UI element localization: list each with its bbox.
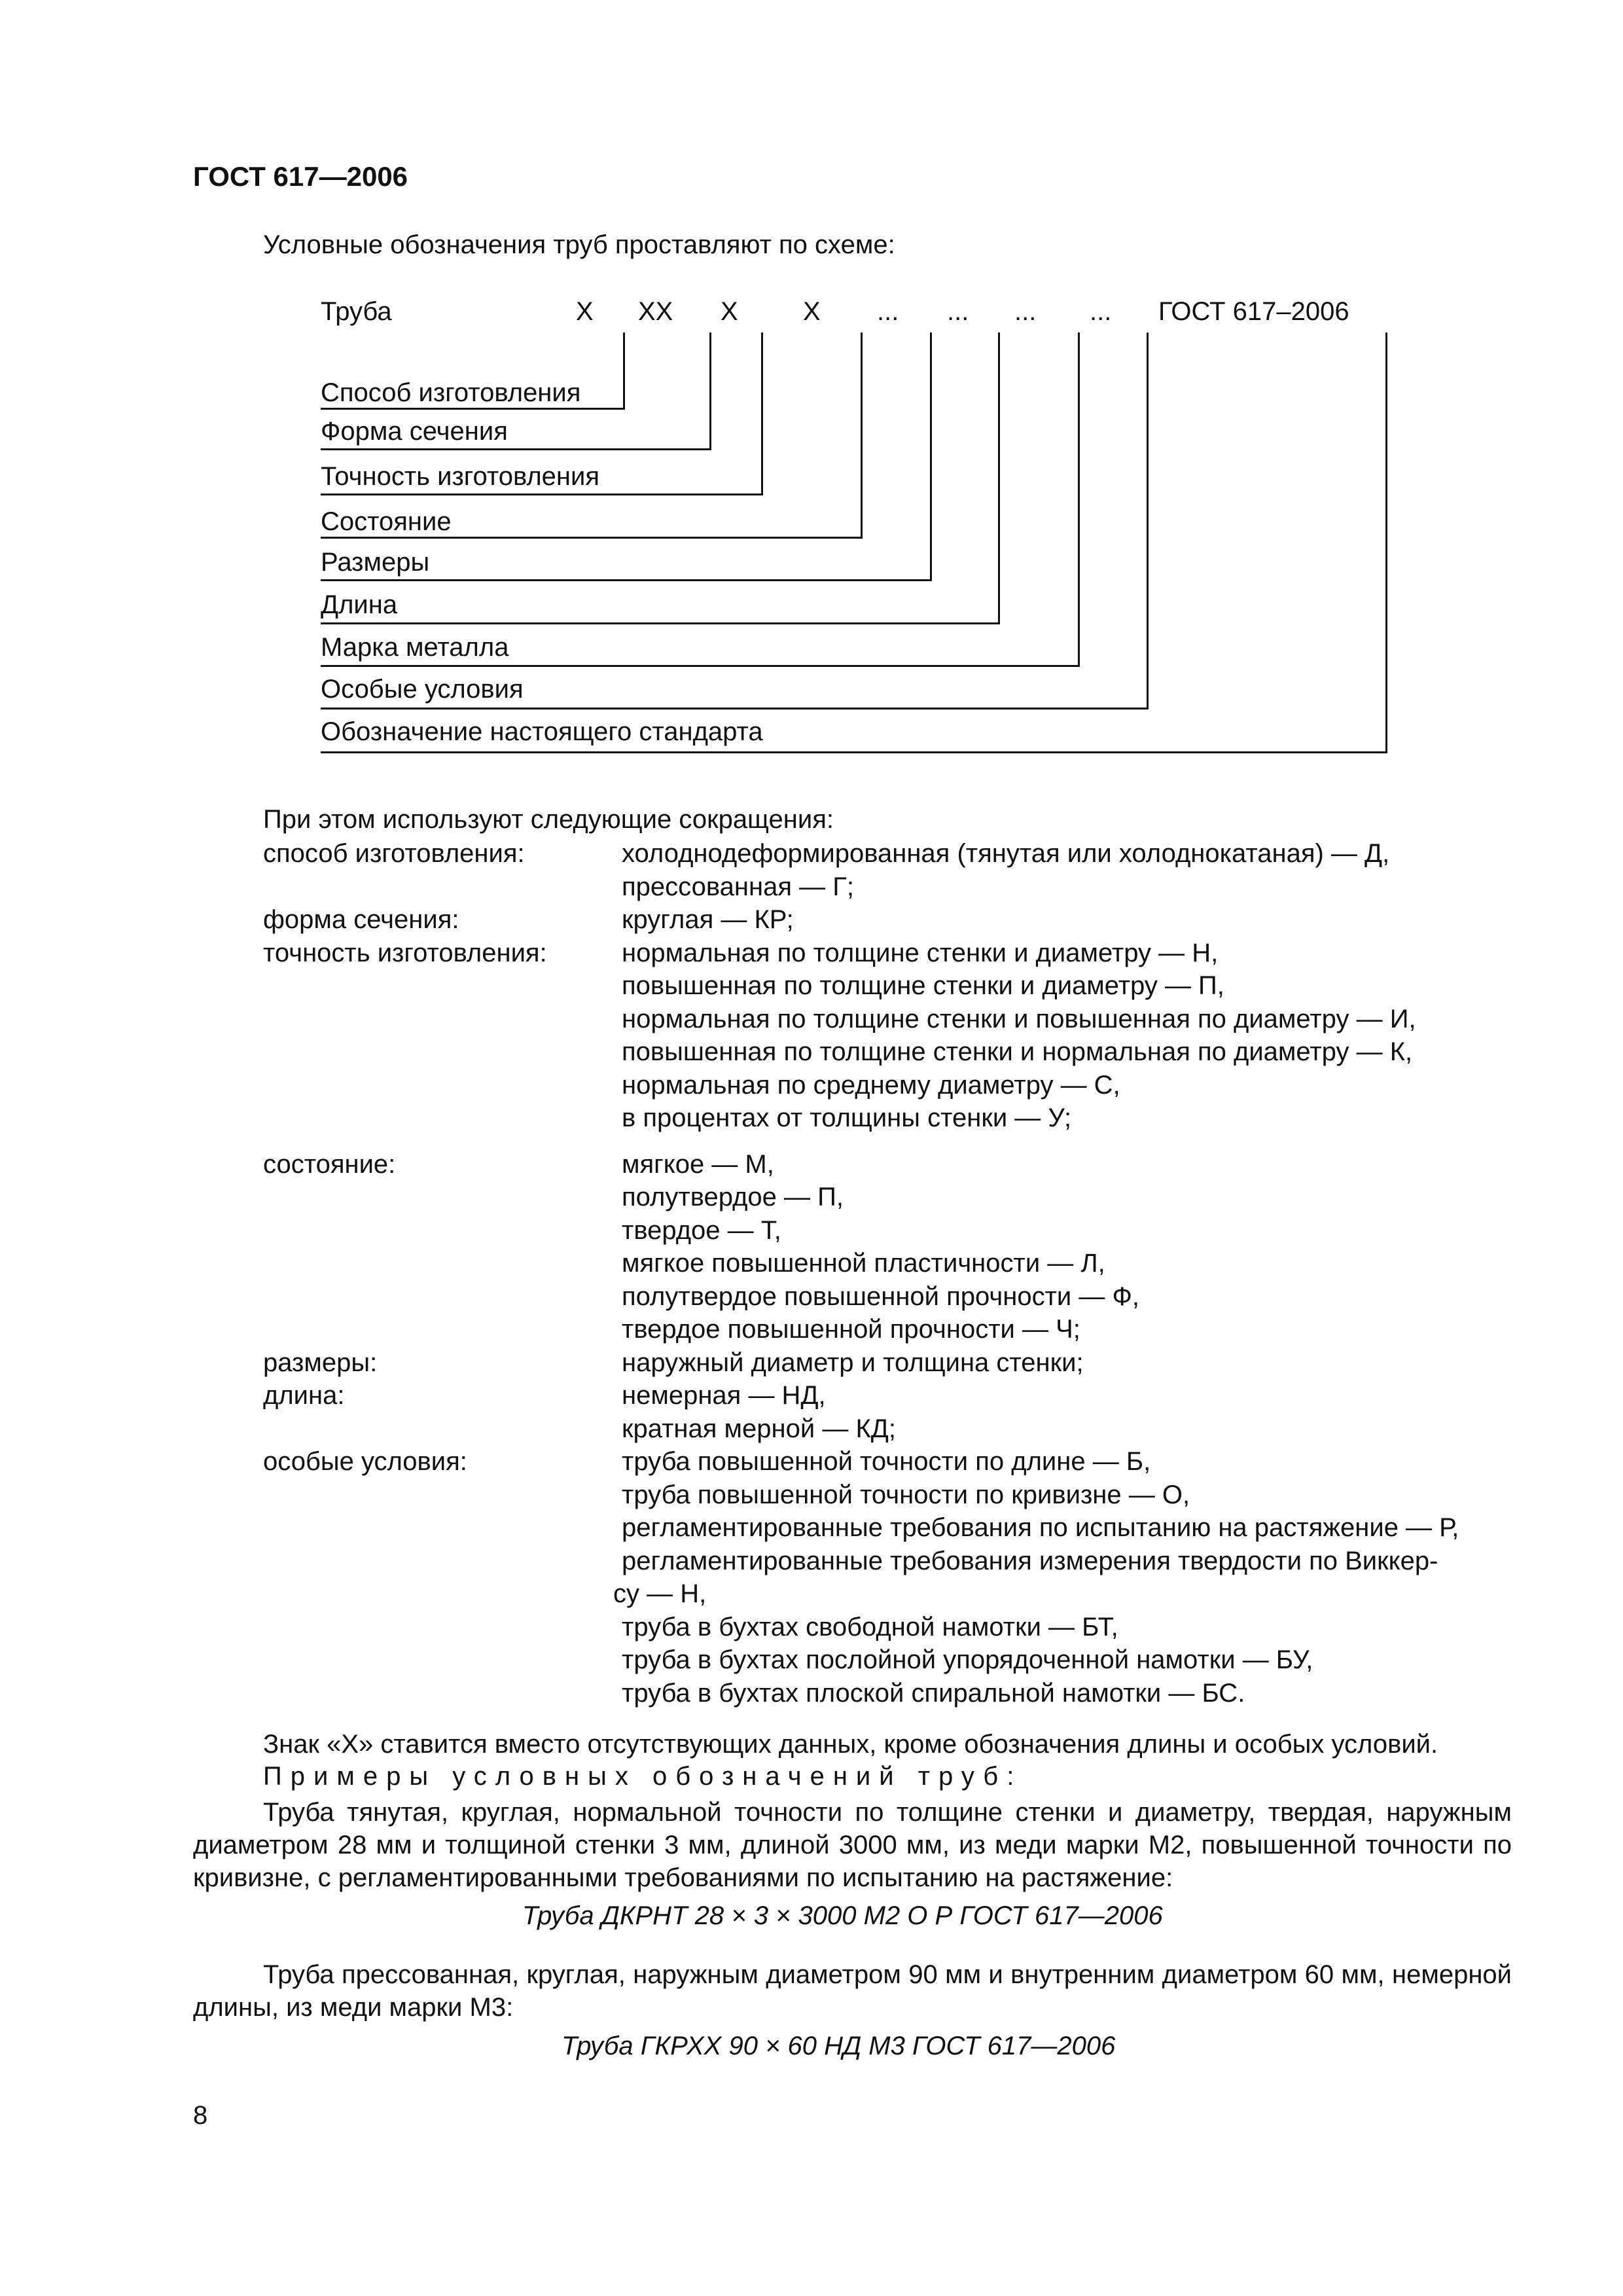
example-1-text: Труба тянутая, круглая, нормальной точности по толщине стенки и диаметру, твердая, наружным диаметром 28 мм и толщиной стенки 3 мм, длиной 3000 мм, из меди марки М2, повышенной точности по кривизне, с регламентированными требованиями по испытанию на растяжение:: [193, 1798, 1512, 1892]
scheme-placeholder-2: ХХ: [638, 297, 673, 326]
scheme-underline: [321, 408, 623, 410]
scheme-label-accuracy: Точность изготовления: [321, 462, 600, 491]
abbreviation-item: твердое — Т,: [622, 1215, 781, 1245]
scheme-placeholder-5: ...: [877, 297, 899, 326]
scheme-connector: [709, 332, 711, 450]
scheme-connector: [1385, 332, 1387, 753]
abbreviation-item: прессованная — Г;: [622, 872, 854, 901]
scheme-underline: [321, 751, 1385, 753]
abbreviations-intro: При этом используют следующие сокращения:: [263, 805, 834, 834]
scheme-underline: [321, 622, 998, 624]
scheme-connector: [1078, 332, 1080, 667]
abbreviation-term: особые условия:: [263, 1447, 467, 1476]
abbreviation-item: наружный диаметр и толщина стенки;: [622, 1348, 1084, 1377]
scheme-connector: [861, 332, 863, 539]
scheme-connector: [930, 332, 932, 581]
scheme-label-standard: Обозначение настоящего стандарта: [321, 717, 763, 746]
abbreviation-item: су — Н,: [613, 1579, 707, 1608]
abbreviation-term: размеры:: [263, 1348, 378, 1377]
abbreviation-item: в процентах от толщины стенки — У;: [622, 1103, 1072, 1132]
abbreviation-term: форма сечения:: [263, 905, 459, 934]
scheme-label-metal-grade: Марка металла: [321, 633, 509, 662]
scheme-head-word: Труба: [321, 297, 392, 326]
scheme-label-length: Длина: [321, 590, 398, 619]
scheme-placeholder-1: Х: [576, 297, 594, 326]
abbreviation-item: повышенная по толщине стенки и диаметру — П,: [622, 971, 1224, 1000]
example-2-designation: Труба ГКРХХ 90 × 60 НД М3 ГОСТ 617—2006: [562, 2032, 1116, 2060]
abbreviation-item: полутвердое — П,: [622, 1183, 844, 1211]
abbreviation-item: немерная — НД,: [622, 1381, 826, 1410]
abbreviation-item: нормальная по среднему диаметру — С,: [622, 1070, 1120, 1100]
scheme-placeholder-8: ...: [1090, 297, 1112, 326]
note-text: Знак «Х» ставится вместо отсутствующих данных, кроме обозначения длины и особых условий.: [263, 1730, 1438, 1759]
example-2-description: [193, 1958, 1512, 2024]
document-header: ГОСТ 617—2006: [193, 161, 408, 192]
scheme-placeholder-4: Х: [803, 297, 821, 326]
scheme-label-section: Форма сечения: [321, 417, 508, 446]
scheme-placeholder-3: Х: [721, 297, 738, 326]
abbreviation-item: нормальная по толщине стенки и диаметру — Н,: [622, 938, 1219, 967]
abbreviation-item: твердое повышенной прочности — Ч;: [622, 1315, 1080, 1344]
abbreviation-item: мягкое повышенной пластичности — Л,: [622, 1249, 1105, 1278]
scheme-label-method: Способ изготовления: [321, 378, 581, 407]
abbreviation-term: длина:: [263, 1381, 345, 1410]
scheme-standard: ГОСТ 617–2006: [1158, 297, 1349, 326]
scheme-underline: [321, 493, 761, 495]
scheme-connector: [623, 332, 625, 410]
example-2-text: Труба прессованная, круглая, наружным диаметром 90 мм и внутренним диаметром 60 мм, немерной длины, из меди марки М3:: [193, 1960, 1512, 2022]
example-1-description: [193, 1796, 1512, 1894]
abbreviation-item: труба в бухтах свободной намотки — БТ,: [622, 1612, 1118, 1641]
abbreviation-item: мягкое — М,: [622, 1149, 774, 1179]
abbreviation-term: точность изготовления:: [263, 938, 547, 967]
scheme-placeholder-6: ...: [947, 297, 969, 326]
abbreviation-item: труба повышенной точности по длине — Б,: [622, 1447, 1151, 1476]
scheme-connector: [998, 332, 1000, 624]
scheme-underline: [321, 665, 1078, 667]
scheme-lead-text: Условные обозначения труб проставляют по схеме:: [263, 230, 895, 259]
scheme-label-special: Особые условия: [321, 675, 524, 704]
abbreviation-item: труба в бухтах плоской спиральной намотки — БС.: [622, 1678, 1245, 1708]
scheme-underline: [321, 579, 930, 581]
examples-title: Примеры условных обозначений труб:: [263, 1762, 1023, 1791]
scheme-label-state: Состояние: [321, 507, 452, 536]
scheme-connector: [1147, 332, 1149, 709]
abbreviation-item: регламентированные требования по испытанию на растяжение — Р,: [622, 1513, 1459, 1542]
abbreviation-item: полутвердое повышенной прочности — Ф,: [622, 1282, 1139, 1311]
abbreviation-item: регламентированные требования измерения твердости по Виккер-: [622, 1546, 1438, 1575]
note-paragraph: [193, 1728, 1512, 1761]
scheme-connector: [761, 332, 763, 495]
abbreviation-item: труба в бухтах послойной упорядоченной намотки — БУ,: [622, 1645, 1313, 1674]
abbreviation-item: нормальная по толщине стенки и повышенная по диаметру — И,: [622, 1004, 1416, 1033]
abbreviation-item: труба повышенной точности по кривизне — О,: [622, 1480, 1190, 1509]
example-1-designation: Труба ДКРНТ 28 × 3 × 3000 М2 О Р ГОСТ 617—2006: [522, 1901, 1163, 1930]
scheme-underline: [321, 708, 1147, 709]
abbreviation-item: круглая — КР;: [622, 905, 794, 934]
abbreviation-item: повышенная по толщине стенки и нормальная по диаметру — К,: [622, 1037, 1413, 1066]
page-number: 8: [193, 2101, 208, 2130]
abbreviation-term: способ изготовления:: [263, 839, 525, 868]
scheme-placeholder-7: ...: [1014, 297, 1037, 326]
abbreviation-item: холоднодеформированная (тянутая или холоднокатаная) — Д,: [622, 839, 1390, 868]
abbreviation-term: состояние:: [263, 1149, 396, 1179]
abbreviation-item: кратная мерной — КД;: [622, 1414, 896, 1443]
scheme-underline: [321, 448, 709, 450]
scheme-underline: [321, 537, 861, 539]
scheme-label-sizes: Размеры: [321, 548, 430, 577]
